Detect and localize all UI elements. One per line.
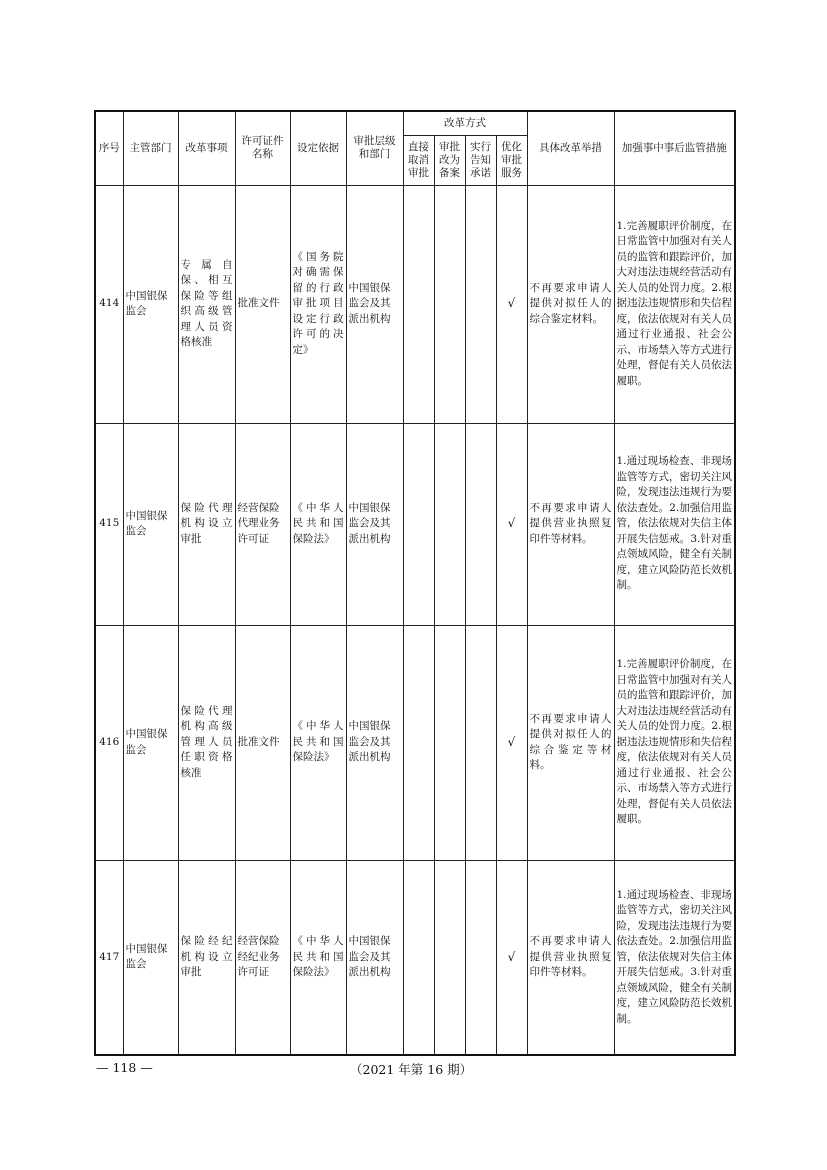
header-seq: 序号 — [95, 111, 123, 185]
row-mode-optimize-check: √ — [496, 423, 527, 625]
header-basis: 设定依据 — [290, 111, 346, 185]
table-row — [95, 625, 735, 860]
row-dept: 中国银保监会 — [123, 860, 178, 1055]
row-item: 保险代理机构高级管理人员任职资格核准 — [178, 625, 235, 860]
row-level: 中国银保监会及其派出机构 — [346, 185, 403, 423]
row-item: 保险代理机构设立审批 — [178, 423, 235, 625]
row-seq: 416 — [95, 625, 123, 860]
row-mode-optimize-check: √ — [496, 185, 527, 423]
row-dept: 中国银保监会 — [123, 625, 178, 860]
row-mode-cancel — [403, 185, 434, 423]
row-mode-notify — [465, 423, 496, 625]
row-dept: 中国银保监会 — [123, 423, 178, 625]
row-license: 批准文件 — [235, 625, 290, 860]
row-seq: 417 — [95, 860, 123, 1055]
row-mode-record — [434, 185, 465, 423]
header-dept: 主管部门 — [123, 111, 178, 185]
row-license: 批准文件 — [235, 185, 290, 423]
row-mode-record — [434, 860, 465, 1055]
row-item: 专属自保、相互保险等组织高级管理人员资格核准 — [178, 185, 235, 423]
row-measures: 不再要求申请人提供对拟任人的综合鉴定等材料。 — [527, 625, 614, 860]
page-number: — 118 — — [96, 1060, 153, 1075]
header-reform-mode: 改革方式 — [403, 111, 527, 135]
header-mode-optimize: 优化审批服务 — [496, 135, 527, 185]
row-license: 经营保险代理业务许可证 — [235, 423, 290, 625]
row-supervision: 1.通过现场检查、非现场监管等方式，密切关注风险，发现违法违规行为要依法查处。2.加强信用监管，依法依规对失信主体开展失信惩戒。3.针对重点领域风险，健全有关制度，建立风险防范长效机制。 — [614, 423, 735, 625]
table-row — [95, 185, 735, 423]
row-measures: 不再要求申请人提供营业执照复印件等材料。 — [527, 860, 614, 1055]
header-mode-record: 审批改为备案 — [434, 135, 465, 185]
row-supervision: 1.通过现场检查、非现场监管等方式，密切关注风险，发现违法违规行为要依法查处。2.加强信用监管，依法依规对失信主体开展失信惩戒。3.针对重点领域风险，健全有关制度，建立风险防范长效机制。 — [614, 860, 735, 1055]
row-mode-cancel — [403, 625, 434, 860]
row-mode-optimize-check: √ — [496, 625, 527, 860]
header-mode-notify: 实行告知承诺 — [465, 135, 496, 185]
table-row — [95, 860, 735, 1055]
header-license: 许可证件名称 — [235, 111, 290, 185]
header-mode-cancel: 直接取消审批 — [403, 135, 434, 185]
row-basis: 《中华人民共和国保险法》 — [290, 423, 346, 625]
row-basis: 《中华人民共和国保险法》 — [290, 625, 346, 860]
row-basis: 《国务院对确需保留的行政审批项目设定行政许可的决定》 — [290, 185, 346, 423]
row-supervision: 1.完善履职评价制度，在日常监管中加强对有关人员的监管和跟踪评价，加大对违法违规经营活动有关人员的处罚力度。2.根据违法违规情形和失信程度，依法依规对有关人员通过行业通报、社会公示、市场禁入等方式进行处理，督促有关人员依法履职。 — [614, 625, 735, 860]
row-item: 保险经纪机构设立审批 — [178, 860, 235, 1055]
row-mode-notify — [465, 625, 496, 860]
row-mode-record — [434, 423, 465, 625]
header-item: 改革事项 — [178, 111, 235, 185]
row-measures: 不再要求申请人提供营业执照复印件等材料。 — [527, 423, 614, 625]
row-measures: 不再要求申请人提供对拟任人的综合鉴定材料。 — [527, 185, 614, 423]
reform-table — [94, 110, 736, 1056]
header-supervision: 加强事中事后监管措施 — [614, 111, 735, 185]
row-mode-record — [434, 625, 465, 860]
row-mode-cancel — [403, 423, 434, 625]
row-mode-notify — [465, 860, 496, 1055]
issue-label: （2021 年第 16 期） — [350, 1062, 473, 1077]
row-license: 经营保险经纪业务许可证 — [235, 860, 290, 1055]
row-seq: 415 — [95, 423, 123, 625]
row-mode-cancel — [403, 860, 434, 1055]
row-seq: 414 — [95, 185, 123, 423]
table-row — [95, 423, 735, 625]
row-level: 中国银保监会及其派出机构 — [346, 860, 403, 1055]
row-dept: 中国银保监会 — [123, 185, 178, 423]
row-level: 中国银保监会及其派出机构 — [346, 625, 403, 860]
row-level: 中国银保监会及其派出机构 — [346, 423, 403, 625]
row-supervision: 1.完善履职评价制度，在日常监管中加强对有关人员的监管和跟踪评价，加大对违法违规经营活动有关人员的处罚力度。2.根据违法违规情形和失信程度，依法依规对有关人员通过行业通报、社会公示、市场禁入等方式进行处理，督促有关人员依法履职。 — [614, 185, 735, 423]
row-mode-optimize-check: √ — [496, 860, 527, 1055]
row-basis: 《中华人民共和国保险法》 — [290, 860, 346, 1055]
header-level: 审批层级和部门 — [346, 111, 403, 185]
header-measures: 具体改革举措 — [527, 111, 614, 185]
row-mode-notify — [465, 185, 496, 423]
